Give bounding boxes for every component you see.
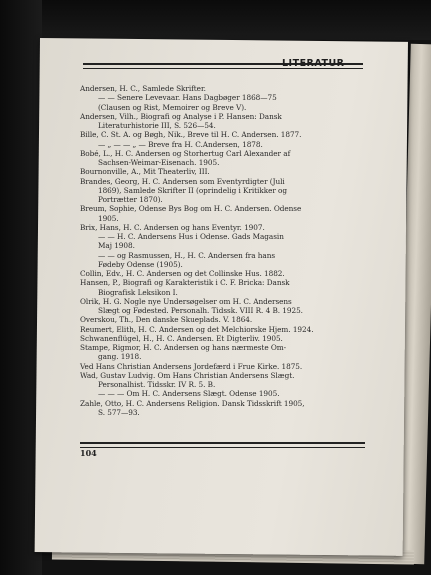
bibliography-line: 1905. xyxy=(98,213,119,223)
bibliography-line: Sachsen-Weimar-Eisenach. 1905. xyxy=(98,158,220,167)
bibliography-line: gang. 1918. xyxy=(98,352,142,362)
bibliography-list xyxy=(80,84,370,417)
bibliography-line: 1869), Samlede Skrifter II (oprindelig i Kritikker og xyxy=(98,185,288,195)
bibliography-line: Biografisk Leksikon I. xyxy=(98,287,178,297)
page-number: 104 xyxy=(80,448,97,458)
bibliography-line: Fødeby Odense (1905). xyxy=(98,259,183,269)
bibliography-line: — — — Om H. C. Andersens Slægt. Odense 1905. xyxy=(98,389,280,399)
bibliography-line: S. 577—93. xyxy=(98,407,140,417)
bibliography-line: Maj 1908. xyxy=(98,241,135,251)
bibliography-line: Literaturhistorie III, S. 526—54. xyxy=(98,121,216,130)
bibliography-line: — — Senere Levevaar. Hans Dagbøger 1868—75 xyxy=(98,93,277,103)
bibliography-line: Portrætter 1870). xyxy=(98,195,163,204)
bibliography-line: Stampe, Rigmor, H. C. Andersen og hans nærmeste Om- xyxy=(80,343,287,352)
bibliography-line: (Clausen og Rist, Memoirer og Breve V). xyxy=(98,102,247,112)
bibliography-line: Slægt og Fødested. Personalh. Tidssk. VIII R. 4 B. 1925. xyxy=(98,306,303,315)
bibliography-line: Overskou, Th., Den danske Skueplads. V. 1864. xyxy=(80,315,253,325)
bibliography-line: Wad, Gustav Ludvig. Om Hans Christian Andersens Slægt. xyxy=(80,370,295,380)
bibliography-line: Collin, Edv., H. C. Andersen og det Collinske Hus. 1882. xyxy=(80,269,285,278)
bibliography-line: — — og Rasmussen, H., H. C. Andersen fra hans xyxy=(98,250,276,260)
bibliography-line: Olrik, H. G. Nogle nye Undersøgelser om H. C. Andersens xyxy=(80,296,292,306)
background-top xyxy=(0,0,431,40)
footer-rule xyxy=(80,442,365,448)
bibliography-line: Reumert, Elith, H. C. Andersen og det Melchiorske Hjem. 1924. xyxy=(80,324,314,334)
bibliography-line: — — H. C. Andersens Hus i Odense. Gads Magasin xyxy=(98,232,284,241)
running-header: LITERATUR xyxy=(282,58,345,69)
bibliography-line: Breum, Sophie, Odense Bys Bog om H. C. Andersen. Odense xyxy=(80,204,302,214)
bibliography-line: Hansen, P., Biografi og Karakteristik i C. F. Bricka: Dansk xyxy=(80,278,290,288)
bibliography-line: Bille, C. St. A. og Bøgh, Nik., Breve til H. C. Andersen. 1877. xyxy=(80,130,302,140)
bibliography-line: Bobé, L., H. C. Andersen og Storhertug Carl Alexander af xyxy=(80,148,291,158)
bibliography-line: Ved Hans Christian Andersens Jordefærd i Frue Kirke. 1875. xyxy=(80,361,303,371)
bibliography-line: Bournonville, A., Mit Theaterliv, III. xyxy=(80,167,210,177)
bibliography-line: Personalhist. Tidsskr. IV R. 5. B. xyxy=(98,380,216,389)
bibliography-line: — „ — — „ — Breve fra H. C.Andersen, 1878. xyxy=(98,139,263,149)
bibliography-line: Andersen, Vilh., Biografi og Analyse i P. Hansen: Dansk xyxy=(80,111,282,121)
bibliography-line: Brandes, Georg, H. C. Andersen som Eventyrdigter (Juli xyxy=(80,176,285,186)
bibliography-line: Zahle, Otto, H. C. Andersens Religion. Dansk Tidsskrift 1905, xyxy=(80,398,305,408)
bibliography-line: Andersen, H. C., Samlede Skrifter. xyxy=(80,84,206,93)
bibliography-line: Brix, Hans, H. C. Andersen og hans Eventyr. 1907. xyxy=(80,222,265,232)
bibliography-line: Schwanenflügel, H., H. C. Andersen. Et Digterliv. 1905. xyxy=(80,333,283,343)
